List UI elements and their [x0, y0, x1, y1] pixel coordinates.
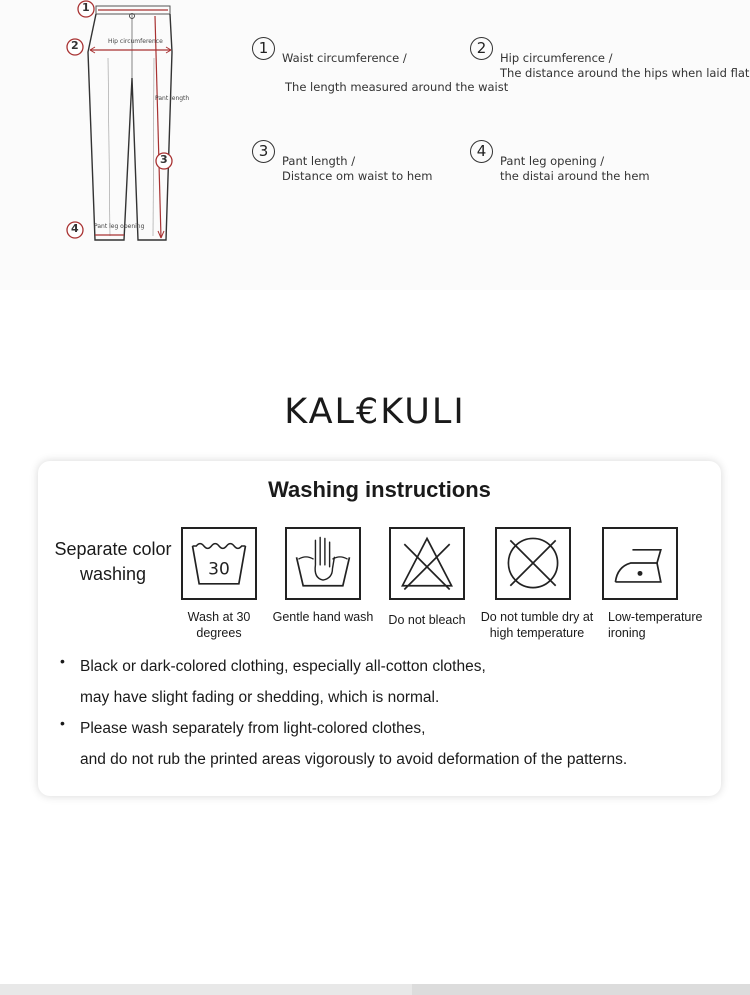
note-line: and do not rub the printed areas vigorously to avoid deformation of the patterns.	[80, 751, 628, 768]
bullet-icon: •	[60, 715, 65, 731]
washing-title: Washing instructions	[268, 477, 491, 502]
wash-30-icon	[181, 527, 257, 600]
note-line: Please wash separately from light-colored clothes,	[80, 720, 426, 737]
note-item	[60, 713, 710, 775]
care-caption: Wash at 30 degrees	[187, 610, 251, 640]
note-line: may have slight fading or shedding, which is normal.	[80, 689, 440, 706]
bullet-icon: •	[60, 653, 65, 669]
point-desc: The distance around the hips when laid flat	[500, 66, 750, 80]
point-number: 3	[252, 140, 275, 163]
iron-low-icon	[602, 527, 678, 600]
point-label: Hip circumference /	[500, 51, 613, 65]
care-caption: Do not tumble dry at high temperature	[480, 610, 594, 640]
washing-notes	[60, 651, 710, 775]
point-number: 1	[252, 37, 275, 60]
brand-logo: KAL€KULI	[284, 392, 466, 432]
point-desc: the distai around the hem	[500, 169, 650, 183]
point-label: Waist circumference /	[282, 51, 407, 65]
point-desc: The length measured around the waist	[285, 80, 509, 94]
point-number: 4	[470, 140, 493, 163]
washing-card	[38, 461, 721, 796]
marker-3: 3	[160, 153, 168, 166]
bottom-strip-left	[0, 984, 412, 995]
no-tumble-dry-icon	[495, 527, 571, 600]
wash-temp: 30	[208, 559, 230, 580]
care-caption: Gentle hand wash	[272, 610, 374, 624]
length-label: Pant length	[155, 95, 190, 102]
separate-color-label: Separate color washing	[54, 539, 172, 584]
no-bleach-icon	[389, 527, 465, 600]
point-number: 2	[470, 37, 493, 60]
point-desc: Distance om waist to hem	[282, 169, 433, 183]
point-label: Pant length /	[282, 154, 356, 168]
care-caption: Low-temperature ironing	[608, 610, 703, 640]
opening-label: Pant leg opening	[94, 223, 145, 230]
hip-label: Hip circumference	[108, 38, 163, 45]
marker-2: 2	[71, 39, 79, 52]
marker-1: 1	[82, 1, 90, 14]
measurement-section	[0, 0, 750, 290]
care-caption: Do not bleach	[388, 613, 466, 627]
note-item	[60, 651, 710, 713]
marker-4: 4	[71, 222, 79, 235]
pants-diagram	[62, 0, 192, 248]
hand-wash-icon	[285, 527, 361, 600]
point-label: Pant leg opening /	[500, 154, 605, 168]
note-line: Black or dark-colored clothing, especially all-cotton clothes,	[80, 658, 486, 675]
bottom-strip-right	[412, 984, 750, 995]
